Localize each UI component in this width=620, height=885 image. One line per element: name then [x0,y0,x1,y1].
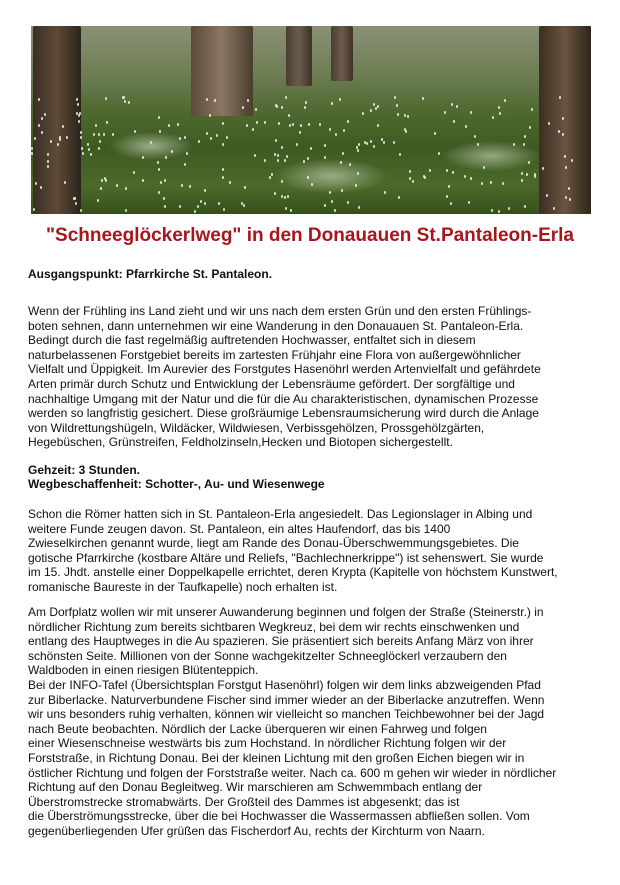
snowdrop-flower-icon [364,141,366,144]
snowdrop-flower-icon [164,179,166,182]
snowdrop-flower-icon [277,159,279,162]
snowdrop-flower-icon [214,99,216,102]
snowdrop-flower-icon [569,198,571,201]
snowdrop-flower-icon [308,123,310,126]
snowdrop-flower-icon [189,185,191,188]
snowdrop-flower-icon [498,210,500,213]
snowdrop-flower-icon [271,173,273,176]
snowdrop-flower-icon [450,202,452,205]
snowdrop-flower-icon [275,139,277,142]
snowdrop-flower-icon [438,152,440,155]
snowdrop-flower-icon [423,175,425,178]
snowdrop-flower-icon [79,112,81,115]
snowdrop-flower-icon [513,143,515,146]
snowdrop-flower-icon [446,169,448,172]
snowdrop-flower-icon [242,106,244,109]
snowdrop-flower-icon [453,120,455,123]
snowdrop-flower-icon [81,147,83,150]
snowdrop-flower-icon [521,179,523,182]
snowdrop-flower-icon [75,202,77,205]
snowdrop-flower-icon [377,105,379,108]
snowdrop-flower-icon [296,143,298,146]
snowdrop-flower-icon [158,191,160,194]
snowdrop-flower-icon [568,187,570,190]
snowdrop-flower-icon [303,160,305,163]
snowdrop-flower-icon [409,177,411,180]
snowdrop-flower-icon [524,205,526,208]
snowdrop-flower-icon [264,121,266,124]
snowdrop-flower-icon [504,99,506,102]
snowdrop-flower-icon [105,97,107,100]
snowdrop-flower-icon [335,133,337,136]
snowdrop-flower-icon [565,196,567,199]
snowdrop-flower-icon [341,189,343,192]
snowdrop-flower-icon [546,194,548,197]
snowdrop-flower-icon [434,132,436,135]
snowdrop-flower-icon [90,153,92,156]
text-line: schönsten Seite. Millionen von der Sonne wachgekitzelter Schneeglöckerl verzaubern den [28,648,507,663]
snowdrop-flower-icon [274,192,276,195]
snowdrop-flower-icon [34,137,36,140]
snowdrop-flower-icon [95,124,97,127]
snowdrop-flower-icon [186,152,188,155]
text-line: Richtung auf den Donau Begleitweg. Wir marschieren am Schwemmbach entlang der [28,780,483,795]
page-title: "Schneeglöckerlweg" in den Donauauen St.Pantaleon-Erla [46,225,574,246]
snowdrop-flower-icon [200,200,202,203]
snowdrop-flower-icon [197,205,199,208]
snowdrop-flower-icon [349,163,351,166]
snowdrop-flower-icon [142,179,144,182]
snowdrop-flower-icon [276,105,278,108]
snowdrop-flower-icon [529,126,531,129]
snowdrop-flower-icon [284,196,286,199]
snowdrop-flower-icon [502,182,504,185]
snowdrop-flower-icon [289,124,291,127]
text-line: romanische Baureste in der Taufkapelle) noch erhalten ist. [28,579,338,594]
snowdrop-flower-icon [542,167,544,170]
snowdrop-flower-icon [343,129,345,132]
snowdrop-flower-icon [78,120,80,123]
intro-paragraph [28,304,604,450]
snowdrop-flower-icon [324,204,326,207]
snowdrop-flower-icon [564,155,566,158]
snowdrop-flower-icon [464,175,466,178]
snowdrop-flower-icon [82,152,84,155]
snowdrop-flower-icon [399,153,401,156]
snowdrop-flower-icon [256,121,258,124]
text-line: wir uns besonders ruhig verhalten, können wir vielleicht so manchen Teichbewohner bei der Jagd [28,707,545,722]
snowdrop-flower-icon [477,143,479,146]
snowdrop-flower-icon [254,154,256,157]
snowdrop-flower-icon [269,176,271,179]
snowdrop-flower-icon [159,130,161,133]
text-line: von Wildrettungshügeln, Wildäcker, Wildwiesen, Verbissgehölzen, Prossgehölzgärten, [28,420,485,435]
snowdrop-flower-icon [41,131,43,134]
text-line: naturbelassenen Forstgebiet bereits im zartesten Frühjahr eine Flora von außergewöhnlicher [28,347,521,362]
snowdrop-flower-icon [287,195,289,198]
snowdrop-flower-icon [31,152,33,155]
snowdrop-flower-icon [88,148,90,151]
snowdrop-flower-icon [548,122,550,125]
snowdrop-flower-icon [66,136,68,139]
snowdrop-flower-icon [451,103,453,106]
snowdrop-flower-icon [44,113,46,116]
snowdrop-flower-icon [393,141,395,144]
snowdrop-flower-icon [347,201,349,204]
snowdrop-flower-icon [76,98,78,101]
snowdrop-flower-icon [305,101,307,104]
snowdrop-flower-icon [526,173,528,176]
snowdrop-flower-icon [366,142,368,145]
snowdrop-flower-icon [285,207,287,210]
snowdrop-flower-icon [319,123,321,126]
snowdrop-flower-icon [206,132,208,135]
snowdrop-flower-icon [448,185,450,188]
snowdrop-flower-icon [281,180,283,183]
snowdrop-flower-icon [171,150,173,153]
snowdrop-flower-icon [164,205,166,208]
snowdrop-flower-icon [150,141,152,144]
snowdrop-flower-icon [47,160,49,163]
snowdrop-flower-icon [456,105,458,108]
snowdrop-flower-icon [252,128,254,131]
snowdrop-flower-icon [446,195,448,198]
text-line: Bedingt durch die fast regelmäßig auftretenden Hochwasser, entfaltet sich in diesem [28,333,476,348]
snowdrop-flower-icon [35,182,37,185]
snowdrop-flower-icon [255,108,257,111]
snowdrop-flower-icon [290,209,292,212]
snowdrop-flower-icon [474,135,476,138]
text-line: die Überströmungsstrecke, über die bei Hochwasser die Wassermassen abfließen sollen. Vom [28,809,530,824]
snowdrop-flower-icon [33,208,35,211]
snowdrop-flower-icon [47,153,49,156]
header-photo [31,26,591,214]
text-line: gegenüberliegenden Ufer grüßen das Fischerdorf Au, rechts der Kirchturm von Naarn. [28,823,485,838]
snowdrop-flower-icon [177,123,179,126]
snowdrop-flower-icon [470,111,472,114]
snowdrop-flower-icon [499,112,501,115]
snowdrop-flower-icon [264,159,266,162]
snowdrop-flower-icon [103,133,105,136]
snowdrop-flower-icon [521,172,523,175]
snowdrop-flower-icon [358,143,360,146]
snowdrop-flower-icon [571,159,573,162]
snowdrop-flower-icon [222,122,224,125]
snowdrop-flower-icon [218,202,220,205]
snowdrop-flower-icon [370,140,372,143]
snowdrop-flower-icon [397,113,399,116]
snowdrop-flower-icon [304,106,306,109]
snowdrop-flower-icon [339,98,341,101]
text-line: gotische Pfarrkirche (kostbare Altäre und Reliefs, "Bachlechnerkrippe") ist sehenswert. Sie wurde [28,550,544,565]
text-line: im 15. Jhdt. anstelle einer Doppelkapelle errichtet, deren Krypta (Kapitelle von höchstem Kunstwert, [28,565,558,580]
snowdrop-flower-icon [483,166,485,169]
snowdrop-flower-icon [281,146,283,149]
snowdrop-flower-icon [307,176,309,179]
text-line: Hegebüschen, Grünstreifen, Feldholzinseln,Hecken und Biotopen sichergestellt. [28,435,453,450]
snowdrop-flower-icon [112,133,114,136]
text-line: zur Biberlacke. Naturverbundene Fischer sind immer wieder an der Biberlacke anzutreffen. Wenn [28,692,545,707]
snowdrop-flower-icon [310,147,312,150]
snowdrop-flower-icon [142,156,144,159]
text-line: östlicher Richtung und folgen der Forststraße weiter. Nach ca. 600 m gehen wir wieder in nördlicher [28,765,557,780]
text-line: Forststraße, in Richtung Donau. Bei der kleinen Lichtung mit den großen Eichen biegen wir in [28,750,525,765]
text-line: weitere Funde zeugen davon. St. Pantaleon, ein altes Haufendorf, das bis 1400 [28,521,451,536]
snowdrop-flower-icon [123,96,125,99]
snowdrop-flower-icon [99,140,101,143]
snowdrop-flower-icon [59,136,61,139]
text-line: Überstromstrecke stromabwärts. Der Großteil des Dammes ist abgesenkt; das ist [28,794,460,809]
snowdrop-flower-icon [134,130,136,133]
snowdrop-flower-icon [106,121,108,124]
snowdrop-flower-icon [429,169,431,172]
snowdrop-flower-icon [558,130,560,133]
text-line: nördlicher Richtung zum bereits sichtbaren Wegkreuz, bei dem wir rechts einschwenken und [28,619,520,634]
snowdrop-flower-icon [247,99,249,102]
snowdrop-flower-icon [100,187,102,190]
snowdrop-flower-icon [128,101,130,104]
snowdrop-flower-icon [181,184,183,187]
history-paragraph [28,507,604,595]
snowdrop-flower-icon [210,137,212,140]
snowdrop-flower-icon [299,131,301,134]
snowdrop-flower-icon [492,116,494,119]
snowdrop-flower-icon [398,196,400,199]
snowdrop-flower-icon [209,114,211,117]
snowdrop-flower-icon [559,96,561,99]
snowdrop-flower-icon [307,157,309,160]
snowdrop-flower-icon [179,205,181,208]
snowdrop-flower-icon [498,106,500,109]
snowdrop-flower-icon [288,114,290,117]
snowdrop-flower-icon [101,179,103,182]
snowdrop-flower-icon [157,161,159,164]
snowdrop-flower-icon [73,197,75,200]
snowdrop-flower-icon [340,161,342,164]
snowdrop-flower-icon [168,124,170,127]
snowdrop-flower-icon [407,115,409,118]
snowdrop-flower-icon [347,120,349,123]
text-line: Vielfalt und Üppigkeit. Im Aurevier des Forstgutes Hasenöhrl werden Artenvielfalt und gefährdete [28,362,541,377]
snowdrop-flower-icon [562,117,564,120]
snowdrop-flower-icon [329,128,331,131]
text-line: Waldboden in einen riesigen Blütenteppich. [28,663,259,678]
snowdrop-flower-icon [204,202,206,205]
snowdrop-flower-icon [125,209,127,212]
text-line: einer Wiesenschneise westwärts bis zum Hochstand. In nördlicher Richtung folgen wir der [28,736,507,751]
walk-time: Gehzeit: 3 Stunden. [28,463,141,477]
snowdrop-flower-icon [468,201,470,204]
snowdrop-flower-icon [405,130,407,133]
snowdrop-flower-icon [355,184,357,187]
snowdrop-flower-icon [104,177,106,180]
snowdrop-flower-icon [284,159,286,162]
snowdrop-flower-icon [38,98,40,101]
snowdrop-flower-icon [204,189,206,192]
snowdrop-flower-icon [222,168,224,171]
snowdrop-flower-icon [524,135,526,138]
text-line: nach Beute beobachten. Nördlich der Lacke überqueren wir einen Fahrweg und folgen [28,721,487,736]
tree-trunk [331,26,353,81]
tree-trunk [539,26,591,214]
snowdrop-flower-icon [241,202,243,205]
snowdrop-flower-icon [98,147,100,150]
snowdrop-flower-icon [163,197,165,200]
snowdrop-flower-icon [77,103,79,106]
snowdrop-flower-icon [342,152,344,155]
snowdrop-flower-icon [243,204,245,207]
snowdrop-flower-icon [373,103,375,106]
snowdrop-flower-icon [38,124,40,127]
snowdrop-flower-icon [444,111,446,114]
snowdrop-flower-icon [334,209,336,212]
snowdrop-flower-icon [357,172,359,175]
snowdrop-flower-icon [277,154,279,157]
snowdrop-flower-icon [377,124,379,127]
snowdrop-flower-icon [98,133,100,136]
snowdrop-flower-icon [184,136,186,139]
snowdrop-flower-icon [281,106,283,109]
snowdrop-flower-icon [490,181,492,184]
snowdrop-flower-icon [331,102,333,105]
snowdrop-flower-icon [404,114,406,117]
snowdrop-flower-icon [358,206,360,209]
snowdrop-flower-icon [47,165,49,168]
snowdrop-flower-icon [565,166,567,169]
snowdrop-flower-icon [222,176,224,179]
snowdrop-flower-icon [274,153,276,156]
snowdrop-flower-icon [40,186,42,189]
snowdrop-flower-icon [373,145,375,148]
snowdrop-flower-icon [300,124,302,127]
snowdrop-flower-icon [281,195,283,198]
snowdrop-flower-icon [531,108,533,111]
snowdrop-flower-icon [396,104,398,107]
text-line: boten sehnen, dann unternehmen wir eine Wanderung in den Donauauen St. Pantaleon-Erla. [28,318,524,333]
text-line: Am Dorfplatz wollen wir mit unserer Auwanderung beginnen und folgen der Straße (Steinerstr.) in [28,605,544,619]
snowdrop-flower-icon [31,147,33,150]
snowdrop-flower-icon [508,207,510,210]
snowdrop-flower-icon [324,156,326,159]
snowdrop-flower-icon [198,140,200,143]
snowdrop-flower-icon [375,107,377,110]
snowdrop-flower-icon [278,122,280,125]
snowdrop-flower-icon [409,170,411,173]
snowdrop-flower-icon [244,186,246,189]
snowdrop-flower-icon [534,175,536,178]
snowdrop-flower-icon [41,117,43,120]
snowdrop-flower-icon [357,149,359,152]
snowdrop-flower-icon [194,210,196,213]
snowdrop-flower-icon [286,155,288,158]
route-paragraph [28,605,604,839]
text-line: Bei der INFO-Tafel (Übersichtsplan Forstgut Hasenöhrl) folgen wir dem links abzweigenden Pfad [28,677,541,692]
snowdrop-flower-icon [362,112,364,115]
snowdrop-flower-icon [160,181,162,184]
snowdrop-flower-icon [528,161,530,164]
snowdrop-flower-icon [562,133,564,136]
tree-trunk [191,26,253,116]
snowdrop-flower-icon [223,208,225,211]
snowdrop-flower-icon [216,134,218,137]
snowdrop-flower-icon [481,182,483,185]
snowdrop-flower-icon [465,125,467,128]
snowdrop-flower-icon [285,96,287,99]
snowdrop-flower-icon [184,163,186,166]
text-line: Schon die Römer hatten sich in St. Pantaleon-Erla angesiedelt. Das Legionslager in Albing und [28,507,533,521]
snowdrop-flower-icon [125,187,127,190]
snowdrop-flower-icon [57,143,59,146]
snowdrop-flower-icon [64,181,66,184]
snowdrop-flower-icon [384,191,386,194]
snowdrop-flower-icon [76,112,78,115]
snowdrop-flower-icon [80,131,82,134]
path-type: Wegbeschaffenheit: Schotter-, Au- und Wiesenwege [28,477,325,491]
snowdrop-flower-icon [87,143,89,146]
snowdrop-flower-icon [246,124,248,127]
snowdrop-flower-icon [324,144,326,147]
snowdrop-flower-icon [80,136,82,139]
text-line: Zwieselkirchen genannt wurde, liegt am Rande des Donau-Überschwemmungsgebietes. Die [28,536,519,551]
text-line: werden so langfristig gesichert. Diese großräumige Lebensraumsicherung wird durch die Anlage [28,406,539,421]
snowdrop-flower-icon [124,100,126,103]
tree-trunk [286,26,312,86]
snowdrop-flower-icon [491,209,493,212]
snowdrop-flower-icon [80,209,82,212]
snowdrop-flower-icon [116,184,118,187]
snowdrop-flower-icon [93,133,95,136]
snowdrop-flower-icon [158,168,160,171]
snowdrop-flower-icon [553,207,555,210]
snowdrop-flower-icon [229,181,231,184]
snowdrop-flower-icon [133,171,135,174]
snowdrop-flower-icon [222,143,224,146]
text-line: entlang des Hauptweges in die Au spazieren. Sie präsentiert sich bereits Anfang März von ihrer [28,634,534,649]
snowdrop-flower-icon [311,183,313,186]
text-line: Arten primär durch Schutz und Entwicklung der Lebensräume gefördert. Der sorgfältige und [28,376,515,391]
snowdrop-flower-icon [62,125,64,128]
start-point: Ausgangspunkt: Pfarrkirche St. Pantaleon. [28,267,273,281]
snowdrop-flower-icon [179,137,181,140]
snowdrop-flower-icon [97,199,99,202]
snowdrop-flower-icon [422,97,424,100]
text-line: nachhaltige Umgang mit der Natur und die für die Au charakteristischen, dynamischen Prozesse [28,391,539,406]
snowdrop-flower-icon [329,191,331,194]
snowdrop-flower-icon [383,141,385,144]
snowdrop-flower-icon [206,98,208,101]
snowdrop-flower-icon [331,200,333,203]
snowdrop-flower-icon [292,123,294,126]
snowdrop-flower-icon [226,136,228,139]
snowdrop-flower-icon [50,140,52,143]
snowdrop-flower-icon [165,156,167,159]
snowdrop-flower-icon [158,116,160,119]
snowdrop-flower-icon [370,109,372,112]
snowdrop-flower-icon [452,171,454,174]
snowdrop-flower-icon [412,180,414,183]
snowdrop-flower-icon [394,96,396,99]
text-line: Wenn der Frühling ins Land zieht und wir uns nach dem ersten Grün und den ersten Frühlings- [28,304,532,318]
snowdrop-flower-icon [523,143,525,146]
snowdrop-flower-icon [470,177,472,180]
